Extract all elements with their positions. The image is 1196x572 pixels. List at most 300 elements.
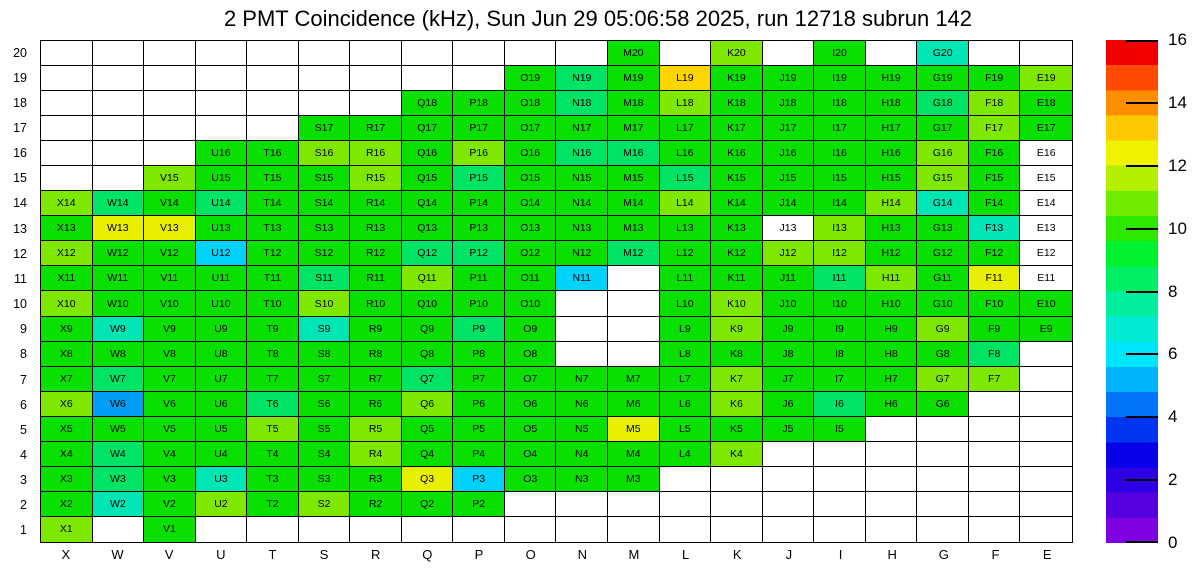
heatmap-cell: S5 [299, 417, 351, 442]
heatmap-cell [866, 517, 918, 542]
heatmap-cell [41, 166, 93, 191]
x-tick-label: M [628, 547, 640, 562]
heatmap-cell: U2 [196, 492, 248, 517]
heatmap-cell [93, 141, 145, 166]
heatmap-cell [660, 517, 712, 542]
heatmap-cell: Q10 [402, 291, 454, 316]
heatmap-cell: E9 [1020, 317, 1072, 342]
x-tick-label: U [216, 547, 226, 562]
heatmap-cell [969, 517, 1021, 542]
heatmap-cell [556, 291, 608, 316]
heatmap-cell: H13 [866, 216, 918, 241]
heatmap-cell: I16 [814, 141, 866, 166]
heatmap-cell: N5 [556, 417, 608, 442]
heatmap-cell [93, 91, 145, 116]
heatmap-cell: L7 [660, 367, 712, 392]
heatmap-cell [505, 517, 557, 542]
heatmap-cell: O5 [505, 417, 557, 442]
heatmap-cell: M18 [608, 91, 660, 116]
heatmap-cell: R10 [350, 291, 402, 316]
y-axis-labels [0, 40, 34, 543]
heatmap-cell: G14 [917, 191, 969, 216]
heatmap-cell: X5 [41, 417, 93, 442]
heatmap-cell: K4 [711, 442, 763, 467]
heatmap-cell: X9 [41, 317, 93, 342]
colorbar-tick [1126, 416, 1158, 418]
heatmap-cell [608, 291, 660, 316]
heatmap-cell [866, 41, 918, 66]
heatmap-cell: L6 [660, 392, 712, 417]
heatmap-cell: P7 [453, 367, 505, 392]
y-tick-label: 17 [13, 121, 27, 136]
heatmap-cell: K8 [711, 342, 763, 367]
heatmap-cell: R3 [350, 467, 402, 492]
heatmap-cell: V6 [144, 392, 196, 417]
heatmap-cell [866, 467, 918, 492]
heatmap-cell: S9 [299, 317, 351, 342]
heatmap-cell: S3 [299, 467, 351, 492]
heatmap-cell: G18 [917, 91, 969, 116]
heatmap-cell: X6 [41, 392, 93, 417]
heatmap-cell: V12 [144, 241, 196, 266]
colorbar-tick [1126, 353, 1158, 355]
heatmap-cell: E18 [1020, 91, 1072, 116]
heatmap-cell: X14 [41, 191, 93, 216]
heatmap-cell: P13 [453, 216, 505, 241]
heatmap-cell: S15 [299, 166, 351, 191]
heatmap-cell: V7 [144, 367, 196, 392]
heatmap-cell: R15 [350, 166, 402, 191]
heatmap-cell: H10 [866, 291, 918, 316]
heatmap-cell [1020, 467, 1072, 492]
y-tick-label: 5 [20, 422, 27, 437]
heatmap-cell: I10 [814, 291, 866, 316]
heatmap-cell: V13 [144, 216, 196, 241]
heatmap-cell: I18 [814, 91, 866, 116]
heatmap-cell: I17 [814, 116, 866, 141]
heatmap-cell: T3 [247, 467, 299, 492]
heatmap-cell [247, 66, 299, 91]
heatmap-cell [917, 467, 969, 492]
heatmap-cell: K11 [711, 266, 763, 291]
heatmap-cell: F12 [969, 241, 1021, 266]
heatmap-cell [711, 467, 763, 492]
heatmap-cell: N16 [556, 141, 608, 166]
heatmap-cell: S11 [299, 266, 351, 291]
heatmap-cell: E13 [1020, 216, 1072, 241]
heatmap-cell: V1 [144, 517, 196, 542]
heatmap-cell: L10 [660, 291, 712, 316]
heatmap-cell [608, 317, 660, 342]
heatmap-cell: W14 [93, 191, 145, 216]
heatmap-cell: V4 [144, 442, 196, 467]
heatmap-cell: M16 [608, 141, 660, 166]
heatmap-cell: U13 [196, 216, 248, 241]
heatmap-cell: T6 [247, 392, 299, 417]
heatmap-cell: L13 [660, 216, 712, 241]
heatmap-cell: P3 [453, 467, 505, 492]
heatmap-cell [763, 492, 815, 517]
heatmap-cell: W9 [93, 317, 145, 342]
heatmap-cell: R14 [350, 191, 402, 216]
y-tick-label: 13 [13, 221, 27, 236]
y-tick-label: 1 [20, 523, 27, 538]
heatmap-cell: N12 [556, 241, 608, 266]
heatmap-cell: Q15 [402, 166, 454, 191]
heatmap-cell: F9 [969, 317, 1021, 342]
heatmap-cell [917, 417, 969, 442]
heatmap-cell: S14 [299, 191, 351, 216]
heatmap-cell: K7 [711, 367, 763, 392]
heatmap-cell: W13 [93, 216, 145, 241]
heatmap-cell: O13 [505, 216, 557, 241]
heatmap-cell: E15 [1020, 166, 1072, 191]
heatmap-cell: I8 [814, 342, 866, 367]
heatmap-cell: N18 [556, 91, 608, 116]
heatmap-cell: H6 [866, 392, 918, 417]
heatmap-cell [814, 517, 866, 542]
heatmap-cell: I11 [814, 266, 866, 291]
heatmap-cell [93, 517, 145, 542]
heatmap-cell: I7 [814, 367, 866, 392]
y-tick-label: 20 [13, 45, 27, 60]
heatmap-cell: R4 [350, 442, 402, 467]
heatmap-cell: W7 [93, 367, 145, 392]
heatmap-cell: J12 [763, 241, 815, 266]
heatmap-cell [1020, 442, 1072, 467]
heatmap-cell: F15 [969, 166, 1021, 191]
x-tick-label: H [887, 547, 897, 562]
colorbar-tick-label: 2 [1168, 470, 1178, 490]
heatmap-cell: R9 [350, 317, 402, 342]
heatmap-cell: U11 [196, 266, 248, 291]
heatmap-cell [660, 41, 712, 66]
heatmap-cell [350, 41, 402, 66]
heatmap-cell [299, 66, 351, 91]
heatmap-cell: W4 [93, 442, 145, 467]
heatmap-cell [969, 442, 1021, 467]
heatmap-cell: G16 [917, 141, 969, 166]
heatmap-cell [1020, 417, 1072, 442]
heatmap-cell: P10 [453, 291, 505, 316]
colorbar-tick [1126, 291, 1158, 293]
heatmap-cell: K5 [711, 417, 763, 442]
heatmap-cell [969, 467, 1021, 492]
heatmap-cell: G15 [917, 166, 969, 191]
heatmap-cell: H11 [866, 266, 918, 291]
heatmap-cell: V11 [144, 266, 196, 291]
heatmap-cell: T8 [247, 342, 299, 367]
heatmap-cell: L8 [660, 342, 712, 367]
heatmap-cell [93, 116, 145, 141]
heatmap-cell [93, 66, 145, 91]
heatmap-cell: P15 [453, 166, 505, 191]
heatmap-cell: U3 [196, 467, 248, 492]
y-tick-label: 2 [20, 498, 27, 513]
heatmap-cell: F17 [969, 116, 1021, 141]
heatmap-cell: M14 [608, 191, 660, 216]
heatmap-cell [350, 66, 402, 91]
heatmap-cell [969, 492, 1021, 517]
heatmap-cell [144, 66, 196, 91]
heatmap-cell: I20 [814, 41, 866, 66]
heatmap-cell [1020, 41, 1072, 66]
heatmap-cell [144, 141, 196, 166]
heatmap-cell: K13 [711, 216, 763, 241]
heatmap-cell: P11 [453, 266, 505, 291]
heatmap-cell [144, 91, 196, 116]
heatmap-cell: U6 [196, 392, 248, 417]
heatmap-cell: M4 [608, 442, 660, 467]
heatmap-cell: Q13 [402, 216, 454, 241]
heatmap-cell: G10 [917, 291, 969, 316]
heatmap-cell: Q6 [402, 392, 454, 417]
heatmap-cell: Q8 [402, 342, 454, 367]
heatmap-cell: S17 [299, 116, 351, 141]
heatmap-cell: P9 [453, 317, 505, 342]
heatmap-cell: H18 [866, 91, 918, 116]
heatmap-cell: L16 [660, 141, 712, 166]
heatmap-cell: M17 [608, 116, 660, 141]
heatmap-cell: T11 [247, 266, 299, 291]
heatmap-cell: L19 [660, 66, 712, 91]
heatmap-cell: X3 [41, 467, 93, 492]
heatmap-cell: N19 [556, 66, 608, 91]
colorbar-tick-label: 14 [1168, 92, 1187, 112]
heatmap-cell: L11 [660, 266, 712, 291]
heatmap-cell: I19 [814, 66, 866, 91]
heatmap-cell: J10 [763, 291, 815, 316]
heatmap-cell [763, 517, 815, 542]
heatmap-grid [40, 40, 1073, 543]
heatmap-cell: K18 [711, 91, 763, 116]
heatmap-cell: E16 [1020, 141, 1072, 166]
heatmap-cell [917, 442, 969, 467]
heatmap-cell: I13 [814, 216, 866, 241]
x-axis-labels [40, 547, 1073, 567]
heatmap-cell: F19 [969, 66, 1021, 91]
heatmap-cell: F8 [969, 342, 1021, 367]
heatmap-cell: O4 [505, 442, 557, 467]
heatmap-cell: J15 [763, 166, 815, 191]
heatmap-cell: Q18 [402, 91, 454, 116]
y-tick-label: 6 [20, 397, 27, 412]
heatmap-cell: O6 [505, 392, 557, 417]
heatmap-cell: U8 [196, 342, 248, 367]
x-tick-label: P [474, 547, 484, 562]
heatmap-cell [41, 116, 93, 141]
heatmap-cell: E14 [1020, 191, 1072, 216]
heatmap-cell [402, 41, 454, 66]
x-tick-label: S [319, 547, 329, 562]
heatmap-cell: Q17 [402, 116, 454, 141]
heatmap-cell: N4 [556, 442, 608, 467]
heatmap-cell: H7 [866, 367, 918, 392]
heatmap-cell: G9 [917, 317, 969, 342]
colorbar-tick-label: 12 [1168, 155, 1187, 175]
heatmap-cell: O18 [505, 91, 557, 116]
heatmap-cell: J16 [763, 141, 815, 166]
heatmap-cell: M15 [608, 166, 660, 191]
heatmap-cell: Q5 [402, 417, 454, 442]
x-tick-label: N [577, 547, 588, 562]
heatmap-cell: S6 [299, 392, 351, 417]
y-tick-label: 16 [13, 146, 27, 161]
heatmap-cell: W10 [93, 291, 145, 316]
x-tick-label: F [991, 547, 1000, 562]
heatmap-cell: V2 [144, 492, 196, 517]
heatmap-cell: T4 [247, 442, 299, 467]
heatmap-cell [247, 517, 299, 542]
heatmap-cell [969, 41, 1021, 66]
heatmap-cell: U14 [196, 191, 248, 216]
heatmap-cell: F16 [969, 141, 1021, 166]
heatmap-cell: O16 [505, 141, 557, 166]
heatmap-cell [814, 492, 866, 517]
heatmap-cell: G8 [917, 342, 969, 367]
heatmap-cell [763, 467, 815, 492]
heatmap-cell [660, 467, 712, 492]
heatmap-cell: R5 [350, 417, 402, 442]
heatmap-cell: L4 [660, 442, 712, 467]
heatmap-cell: S7 [299, 367, 351, 392]
y-tick-label: 8 [20, 347, 27, 362]
x-tick-label: E [1042, 547, 1052, 562]
heatmap-cell [93, 41, 145, 66]
heatmap-cell: J7 [763, 367, 815, 392]
heatmap-cell: T14 [247, 191, 299, 216]
heatmap-cell: G6 [917, 392, 969, 417]
heatmap-cell: X13 [41, 216, 93, 241]
heatmap-cell: P8 [453, 342, 505, 367]
heatmap-cell: K9 [711, 317, 763, 342]
heatmap-cell: O9 [505, 317, 557, 342]
y-tick-label: 3 [20, 473, 27, 488]
y-tick-label: 7 [20, 372, 27, 387]
heatmap-cell [144, 116, 196, 141]
heatmap-cell: L14 [660, 191, 712, 216]
heatmap-cell: S2 [299, 492, 351, 517]
heatmap-cell: J5 [763, 417, 815, 442]
heatmap-cell [144, 41, 196, 66]
heatmap-cell: W11 [93, 266, 145, 291]
x-tick-label: W [111, 547, 124, 562]
heatmap-cell: U9 [196, 317, 248, 342]
heatmap-cell: P2 [453, 492, 505, 517]
heatmap-cell: T5 [247, 417, 299, 442]
heatmap-cell [41, 91, 93, 116]
heatmap-cell: P18 [453, 91, 505, 116]
colorbar-tick [1126, 479, 1158, 481]
heatmap-cell: W5 [93, 417, 145, 442]
heatmap-cell: T10 [247, 291, 299, 316]
heatmap-cell [1020, 392, 1072, 417]
heatmap-cell: O3 [505, 467, 557, 492]
heatmap-cell: S8 [299, 342, 351, 367]
heatmap-cell: E19 [1020, 66, 1072, 91]
heatmap-cell: H17 [866, 116, 918, 141]
heatmap-cell: U4 [196, 442, 248, 467]
heatmap-cell: O7 [505, 367, 557, 392]
heatmap-cell: U5 [196, 417, 248, 442]
heatmap-cell: T9 [247, 317, 299, 342]
colorbar-tick [1126, 165, 1158, 167]
heatmap-cell: J14 [763, 191, 815, 216]
heatmap-cell: M7 [608, 367, 660, 392]
heatmap-cell: W12 [93, 241, 145, 266]
heatmap-cell: N13 [556, 216, 608, 241]
colorbar [1106, 30, 1187, 552]
heatmap-cell: R13 [350, 216, 402, 241]
colorbar-tick-label: 0 [1168, 533, 1178, 552]
heatmap-cell: J17 [763, 116, 815, 141]
heatmap-cell: R8 [350, 342, 402, 367]
heatmap-cell: P4 [453, 442, 505, 467]
heatmap-cell: W8 [93, 342, 145, 367]
y-tick-label: 14 [13, 196, 27, 211]
heatmap-cell: P16 [453, 141, 505, 166]
heatmap-cell [711, 517, 763, 542]
heatmap-cell: T16 [247, 141, 299, 166]
heatmap-cell [917, 492, 969, 517]
heatmap-cell: P5 [453, 417, 505, 442]
heatmap-cell: O15 [505, 166, 557, 191]
y-tick-label: 19 [13, 70, 27, 85]
heatmap-cell: L17 [660, 116, 712, 141]
heatmap-cell: N6 [556, 392, 608, 417]
heatmap-cell: K12 [711, 241, 763, 266]
heatmap-cell: E11 [1020, 266, 1072, 291]
heatmap-cell: S12 [299, 241, 351, 266]
heatmap-cell: J8 [763, 342, 815, 367]
heatmap-cell [41, 66, 93, 91]
heatmap-cell [247, 116, 299, 141]
heatmap-cell: H15 [866, 166, 918, 191]
heatmap-cell: G11 [917, 266, 969, 291]
heatmap-cell [556, 517, 608, 542]
heatmap-cell [1020, 517, 1072, 542]
heatmap-cell: L12 [660, 241, 712, 266]
heatmap-cell: H14 [866, 191, 918, 216]
heatmap-cell [247, 41, 299, 66]
heatmap-cell: X11 [41, 266, 93, 291]
heatmap-cell [608, 266, 660, 291]
heatmap-cell [402, 517, 454, 542]
heatmap-cell: V15 [144, 166, 196, 191]
heatmap-cell [969, 392, 1021, 417]
heatmap-cell: P6 [453, 392, 505, 417]
heatmap-cell: H19 [866, 66, 918, 91]
heatmap-cell: F10 [969, 291, 1021, 316]
heatmap-cell: T12 [247, 241, 299, 266]
heatmap-cell: K17 [711, 116, 763, 141]
heatmap-cell: J9 [763, 317, 815, 342]
heatmap-cell [196, 41, 248, 66]
heatmap-cell [299, 517, 351, 542]
heatmap-cell: T13 [247, 216, 299, 241]
heatmap-cell: Q12 [402, 241, 454, 266]
heatmap-cell: L15 [660, 166, 712, 191]
heatmap-cell [41, 141, 93, 166]
heatmap-cell [763, 442, 815, 467]
heatmap-cell: M6 [608, 392, 660, 417]
heatmap-cell: I15 [814, 166, 866, 191]
heatmap-cell: S16 [299, 141, 351, 166]
chart-title: 2 PMT Coincidence (kHz), Sun Jun 29 05:06:58 2025, run 12718 subrun 142 [223, 6, 973, 31]
y-tick-label: 18 [13, 95, 27, 110]
colorbar-tick [1126, 102, 1158, 104]
heatmap-cell: Q16 [402, 141, 454, 166]
